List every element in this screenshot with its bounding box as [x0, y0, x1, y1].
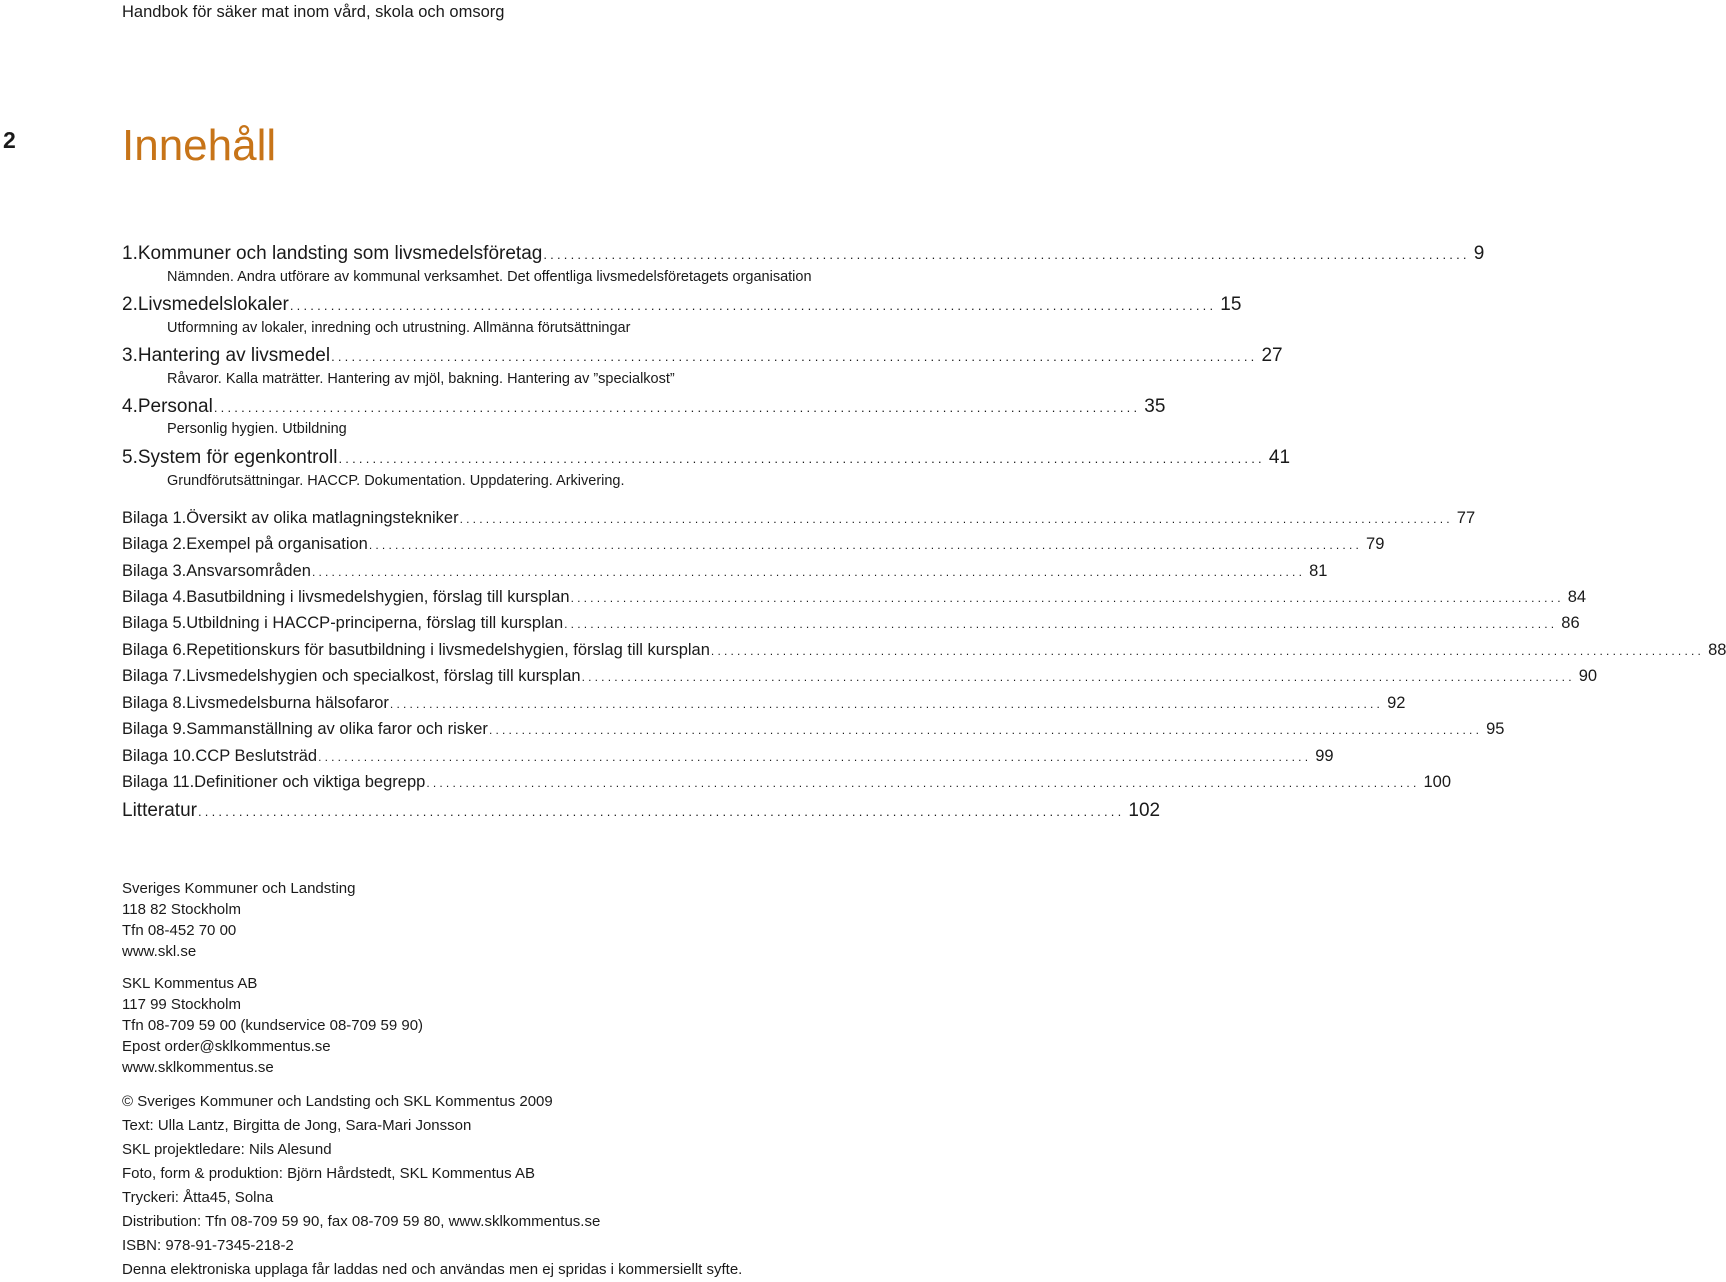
toc-chapter-number: 1.: [122, 243, 138, 264]
publisher-web[interactable]: www.skl.se: [122, 943, 197, 960]
distributor-address: 117 99 Stockholm: [122, 996, 241, 1013]
toc-appendix-1[interactable]: [122, 507, 1476, 529]
toc-appendix-label: Bilaga 8.: [122, 694, 187, 712]
toc-chapter-1[interactable]: [122, 241, 1485, 267]
dot-leader: ........................................................................................................................................................: [564, 617, 1558, 631]
toc-page-number: 88: [1708, 641, 1726, 659]
toc-appendix-label: Bilaga 5.: [122, 614, 187, 632]
distributor-block: [122, 973, 423, 1078]
toc-chapter-4-subtitle: Personlig hygien. Utbildning: [167, 421, 347, 437]
toc-page-number: 77: [1456, 509, 1476, 527]
dot-leader: ........................................................................................................................................: [213, 400, 1141, 415]
distributor-email[interactable]: Epost order@sklkommentus.se: [122, 1038, 331, 1055]
toc-page-number: 99: [1315, 747, 1334, 765]
toc-appendix-label: Bilaga 3.: [122, 562, 187, 580]
toc-page-number: 84: [1567, 588, 1587, 606]
toc-appendix-label: Bilaga 6.: [122, 641, 187, 659]
toc-appendix-label: Bilaga 1.: [122, 509, 187, 527]
toc-appendix-title: Ansvarsområden: [186, 562, 311, 580]
toc-page-number: 90: [1578, 667, 1598, 685]
toc-page-number: 35: [1144, 396, 1166, 417]
dot-leader: ........................................................................................................................................................: [368, 538, 1363, 552]
toc-appendix-label: Bilaga 11.: [122, 773, 195, 791]
toc-appendix-10[interactable]: [122, 745, 1334, 767]
toc-page-number: 100: [1423, 773, 1452, 791]
dot-leader: ........................................................................................................................................................: [570, 591, 1564, 605]
credits-isbn: ISBN: 978-91-7345-218-2: [122, 1237, 294, 1254]
toc-page-number: 86: [1561, 614, 1580, 632]
dot-leader: ........................................................................................................................................: [289, 298, 1217, 313]
toc-chapter-2[interactable]: [122, 292, 1242, 318]
dot-leader: ........................................................................................................................................................: [459, 512, 1453, 526]
toc-chapter-number: 4.: [122, 396, 138, 417]
toc-chapter-number: 3.: [122, 345, 138, 366]
toc-appendix-11[interactable]: [122, 771, 1452, 793]
toc-chapter-3[interactable]: [122, 343, 1283, 369]
distributor-name: SKL Kommentus AB: [122, 975, 258, 992]
dot-leader: ........................................................................................................................................................: [710, 644, 1705, 658]
toc-page-number: 92: [1387, 694, 1406, 712]
toc-appendix-3[interactable]: [122, 560, 1328, 582]
toc-page-number: 15: [1220, 294, 1242, 315]
publisher-address: 118 82 Stockholm: [122, 901, 241, 918]
credits-production: Foto, form & produktion: Björn Hårdstedt, SKL Kommentus AB: [122, 1165, 535, 1182]
toc-chapter-3-subtitle: Råvaror. Kalla maträtter. Hantering av mjöl, bakning. Hantering av ”specialkost”: [167, 371, 675, 387]
toc-appendix-5[interactable]: [122, 612, 1580, 634]
toc-appendix-title: Repetitionskurs för basutbildning i livsmedelshygien, förslag till kursplan: [186, 641, 710, 659]
toc-appendix-6[interactable]: [122, 639, 1726, 661]
credits-project-lead: SKL projektledare: Nils Alesund: [122, 1141, 332, 1158]
toc-appendix-title: Livsmedelsburna hälsofaror: [186, 694, 389, 712]
toc-chapter-number: 2.: [122, 294, 138, 315]
copyright-line: © Sveriges Kommuner och Landsting och SKL Kommentus 2009: [122, 1093, 553, 1110]
toc-appendix-label: Bilaga 7.: [122, 667, 187, 685]
toc-chapter-5-subtitle: Grundförutsättningar. HACCP. Dokumentation. Uppdatering. Arkivering.: [167, 473, 625, 489]
toc-chapter-1-subtitle: Nämnden. Andra utförare av kommunal verksamhet. Det offentliga livsmedelsföretagets organisation: [167, 269, 812, 285]
toc-chapter-title: System för egenkontroll: [137, 447, 338, 468]
toc-appendix-8[interactable]: [122, 692, 1406, 714]
toc-appendix-title: Livsmedelshygien och specialkost, förslag till kursplan: [186, 667, 581, 685]
toc-chapter-2-subtitle: Utformning av lokaler, inredning och utrustning. Allmänna förutsättningar: [167, 320, 631, 336]
distributor-web[interactable]: www.sklkommentus.se: [122, 1059, 274, 1076]
toc-chapter-4[interactable]: [122, 394, 1166, 420]
dot-leader: ........................................................................................................................................: [331, 349, 1258, 364]
dot-leader: ........................................................................................................................................................: [389, 697, 1384, 711]
publisher-name: Sveriges Kommuner och Landsting: [122, 880, 356, 897]
toc-page-number: 9: [1473, 243, 1485, 264]
toc-appendix-label: Bilaga 9.: [122, 720, 187, 738]
toc-chapter-title: Personal: [137, 396, 213, 417]
dot-leader: ........................................................................................................................................................: [488, 723, 1483, 737]
toc-appendix-title: Definitioner och viktiga begrepp: [194, 773, 426, 791]
credits-text: Text: Ulla Lantz, Birgitta de Jong, Sara-Mari Jonsson: [122, 1117, 472, 1134]
toc-literature-title: Litteratur: [122, 800, 197, 821]
toc-appendix-label: Bilaga 2.: [122, 535, 187, 553]
toc-chapter-number: 5.: [122, 447, 138, 468]
toc-appendix-title: Basutbildning i livsmedelshygien, förslag till kursplan: [186, 588, 570, 606]
toc-appendix-9[interactable]: [122, 718, 1505, 740]
toc-page-number: 81: [1309, 562, 1328, 580]
publisher-phone: Tfn 08-452 70 00: [122, 922, 237, 939]
toc-appendix-title: Utbildning i HACCP-principerna, förslag till kursplan: [186, 614, 564, 632]
toc-page-number: 102: [1128, 800, 1161, 821]
toc-chapter-title: Livsmedelslokaler: [137, 294, 289, 315]
dot-leader: ........................................................................................................................................................: [426, 776, 1420, 790]
distributor-phone: Tfn 08-709 59 00 (kundservice 08-709 59 90): [122, 1017, 424, 1034]
dot-leader: ........................................................................................................................................................: [581, 670, 1575, 684]
toc-appendix-title: Exempel på organisation: [186, 535, 368, 553]
page-number: 2: [3, 127, 16, 153]
toc-appendix-4[interactable]: [122, 586, 1587, 608]
toc-appendix-label: Bilaga 4.: [122, 588, 187, 606]
running-header: Handbok för säker mat inom vård, skola och omsorg: [122, 3, 505, 21]
credits-note: Denna elektroniska upplaga får laddas ned och användas men ej spridas i kommersiellt syfte.: [122, 1261, 743, 1278]
toc-appendix-7[interactable]: [122, 665, 1598, 687]
credits-block: [122, 1090, 742, 1282]
toc-chapter-title: Hantering av livsmedel: [137, 345, 331, 366]
toc-appendix-title: Översikt av olika matlagningstekniker: [186, 509, 459, 527]
toc-page-number: 27: [1261, 345, 1283, 366]
toc-page-number: 79: [1366, 535, 1385, 553]
toc-appendix-2[interactable]: [122, 533, 1385, 555]
toc-chapter-title: Kommuner och landsting som livsmedelsföretag: [137, 243, 543, 264]
toc-appendix-label: Bilaga 10.: [122, 747, 196, 765]
credits-distribution: Distribution: Tfn 08-709 59 90, fax 08-709 59 80, www.sklkommentus.se: [122, 1213, 601, 1230]
dot-leader: ........................................................................................................................................: [338, 451, 1265, 466]
toc-appendix-title: CCP Beslutsträd: [195, 747, 318, 765]
toc-literature[interactable]: [122, 798, 1161, 824]
page-title: Innehåll: [122, 121, 277, 170]
dot-leader: ........................................................................................................................................: [197, 804, 1125, 819]
toc-page-number: 95: [1486, 720, 1505, 738]
toc-page-number: 41: [1268, 447, 1291, 468]
credits-printer: Tryckeri: Åtta45, Solna: [122, 1189, 274, 1206]
toc-chapter-5[interactable]: [122, 445, 1291, 471]
publisher-block: [122, 878, 355, 962]
toc-appendix-title: Sammanställning av olika faror och risker: [186, 720, 488, 738]
dot-leader: ........................................................................................................................................................: [318, 750, 1312, 764]
dot-leader: ........................................................................................................................................: [543, 247, 1470, 262]
dot-leader: ........................................................................................................................................................: [311, 565, 1306, 579]
